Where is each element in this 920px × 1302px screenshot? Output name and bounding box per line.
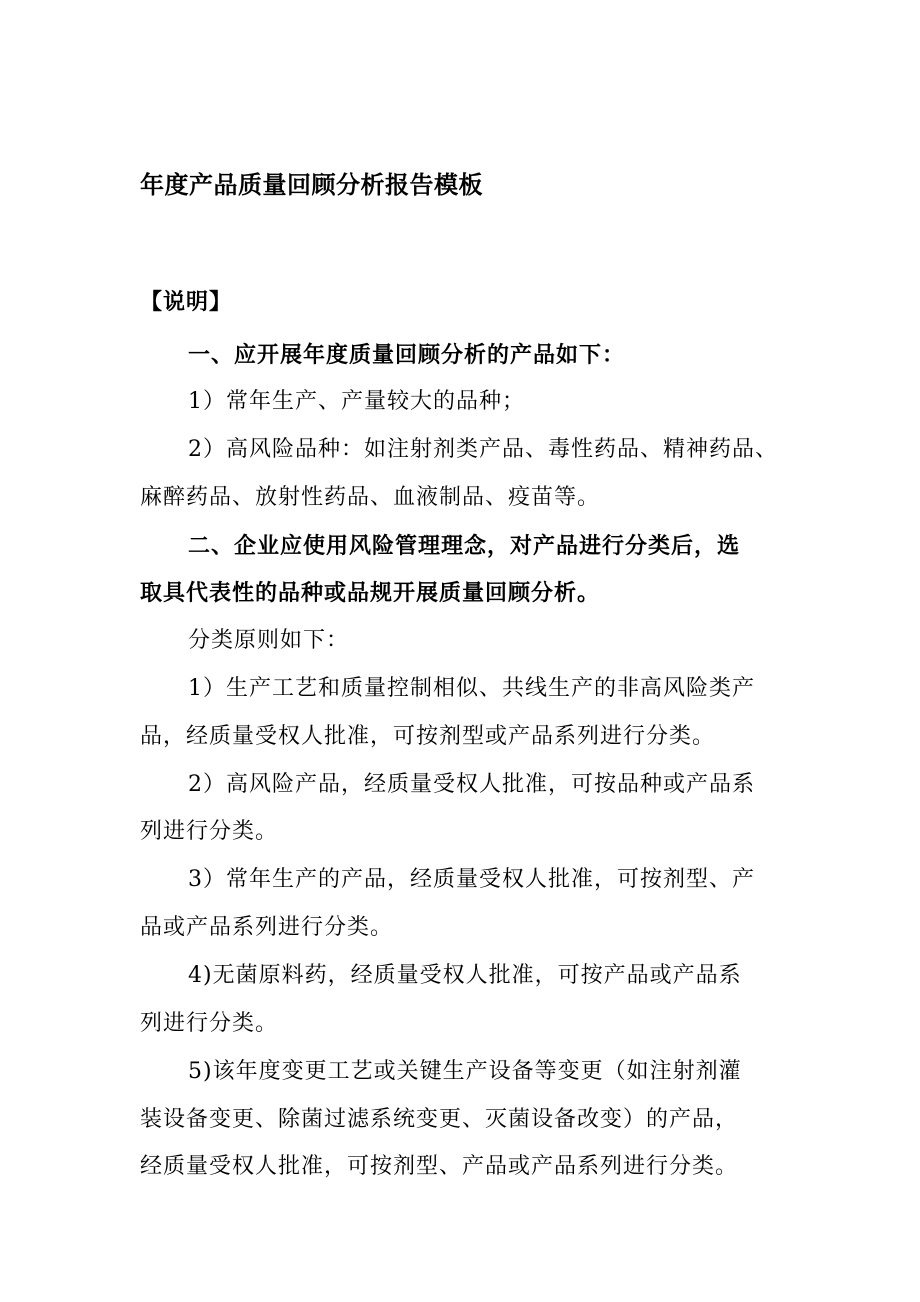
section1-item2-line1: 2）高风险品种：如注射剂类产品、毒性药品、精神药品、 xyxy=(188,437,778,462)
section2-heading-line1: 二、企业应使用风险管理理念，对产品进行分类后，选 xyxy=(188,533,741,559)
principle4-line1: 4)无菌原料药，经质量受权人批准，可按产品或产品系 xyxy=(188,963,742,988)
principle1-line2: 品，经质量受权人批准，可按剂型或产品系列进行分类。 xyxy=(140,724,716,749)
document-title: 年度产品质量回顾分析报告模板 xyxy=(140,170,483,199)
principle5-line1: 5)该年度变更工艺或关键生产设备等变更（如注射剂灌 xyxy=(188,1059,742,1084)
principle3-line1: 3）常年生产的产品，经质量受权人批准，可按剂型、产 xyxy=(188,867,755,892)
section2-heading-line2: 取具代表性的品种或品规开展质量回顾分析。 xyxy=(140,580,601,606)
principle5-line3: 经质量受权人批准，可按剂型、产品或产品系列进行分类。 xyxy=(140,1154,739,1179)
principle3-line2: 品或产品系列进行分类。 xyxy=(140,915,394,940)
principle4-line2: 列进行分类。 xyxy=(140,1011,279,1036)
section1-item1: 1）常年生产、产量较大的品种； xyxy=(188,389,525,414)
note-heading: 【说明】 xyxy=(140,289,233,315)
section1-heading: 一、应开展年度质量回顾分析的产品如下： xyxy=(188,342,626,368)
principle5-line2: 装设备变更、除菌过滤系统变更、灭菌设备改变）的产品， xyxy=(140,1107,739,1132)
section1-item2-line2: 麻醉药品、放射性药品、血液制品、疫苗等。 xyxy=(140,485,601,510)
principle1-line1: 1）生产工艺和质量控制相似、共线生产的非高风险类产 xyxy=(188,676,755,701)
principle-intro: 分类原则如下： xyxy=(188,628,350,653)
principle2-line2: 列进行分类。 xyxy=(140,819,279,844)
principle2-line1: 2）高风险产品，经质量受权人批准，可按品种或产品系 xyxy=(188,772,755,797)
